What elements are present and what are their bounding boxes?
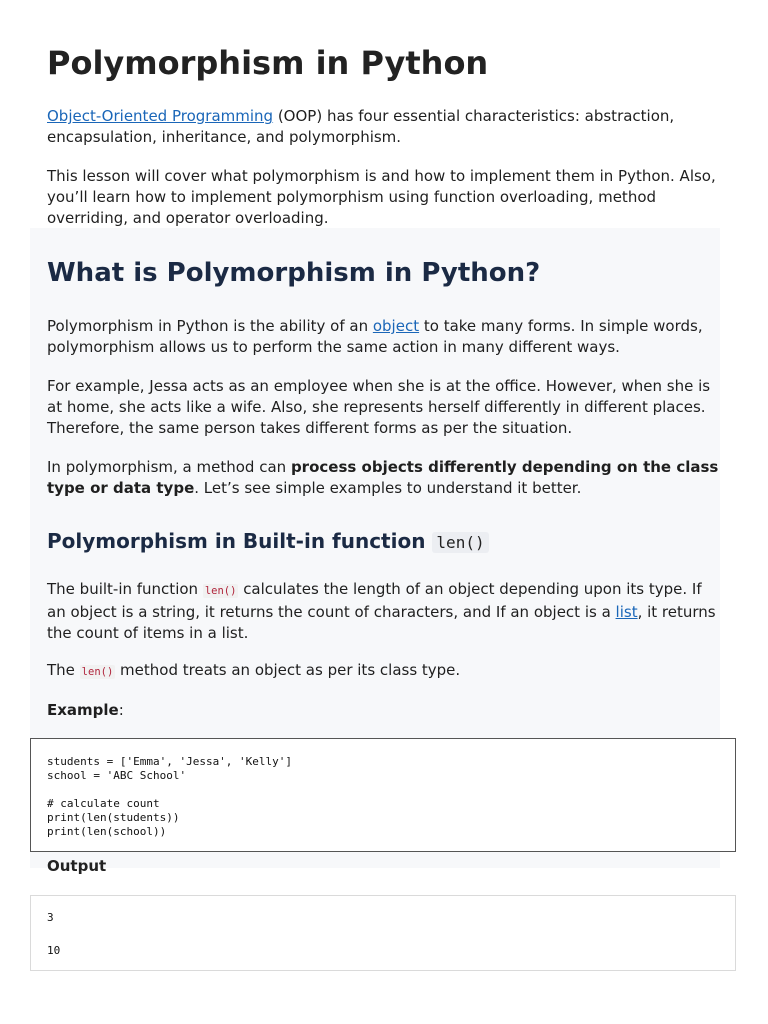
len-method-inline-code: len() (81, 666, 114, 678)
definition-text-2: to take many forms. In simple words, polymorphism allows us to perform the same action in many different ways. (47, 317, 703, 356)
page-title: Polymorphism in Python (47, 44, 489, 82)
example-paragraph: For example, Jessa acts as an employee when she is at the office. However, when she is at home, she acts like a wife. Also, she represents herself differently in different places. Therefore, the same person takes different forms as per the situation. (47, 377, 711, 437)
code-text[interactable]: students = ['Emma', 'Jessa', 'Kelly'] school = 'ABC School' # calculate count print(len(students)) print(len(school)) (47, 755, 293, 838)
definition-paragraph (47, 316, 719, 358)
builtin-heading-text: Polymorphism in Built-in function (47, 529, 426, 553)
len-method-text-1: The (47, 661, 80, 679)
example-label (47, 700, 719, 721)
output-label: Output (47, 857, 107, 875)
len-text-3: , it returns the count of items in a list. (47, 603, 716, 642)
method-text-2: . Let’s see simple examples to understand it better. (194, 479, 582, 497)
method-text-1: In polymorphism, a method can (47, 458, 291, 476)
len-method-paragraph (47, 660, 719, 683)
intro-text: (OOP) has four essential characteristics: abstraction, encapsulation, inheritance, and polymorphism. (47, 107, 675, 146)
output-text: 3 10 (47, 911, 61, 957)
example-label-colon: : (118, 701, 124, 719)
section-heading-what-is: What is Polymorphism in Python? (47, 258, 541, 288)
len-text-1: The built-in function (47, 580, 203, 598)
list-link[interactable]: list (615, 603, 638, 621)
example-label-text: Example (47, 701, 119, 719)
intro-paragraph-2: This lesson will cover what polymorphism is and how to implement them in Python. Also, you’ll learn how to implement polymorphism using function overloading, method overriding, and operator overloading. (47, 167, 716, 227)
definition-text-1: Polymorphism in Python is the ability of an (47, 317, 373, 335)
heading-code: len() (432, 532, 488, 553)
len-inline-code: len() (204, 585, 237, 597)
section-heading-builtin (47, 529, 489, 553)
len-paragraph (47, 579, 719, 644)
method-bold-text: process objects differently depending on the class type or data type (47, 458, 719, 497)
len-method-text-2: method treats an object as per its class type. (115, 661, 461, 679)
intro-paragraph-1 (47, 106, 719, 148)
object-link[interactable]: object (372, 317, 420, 335)
output-block (30, 895, 736, 971)
len-text-2: calculates the length of an object depending upon its type. If an object is a string, it returns the count of characters, and If an object is a (47, 580, 702, 621)
method-paragraph (47, 457, 719, 499)
oop-link[interactable]: Object-Oriented Programming (47, 107, 274, 125)
code-block[interactable] (30, 738, 736, 852)
